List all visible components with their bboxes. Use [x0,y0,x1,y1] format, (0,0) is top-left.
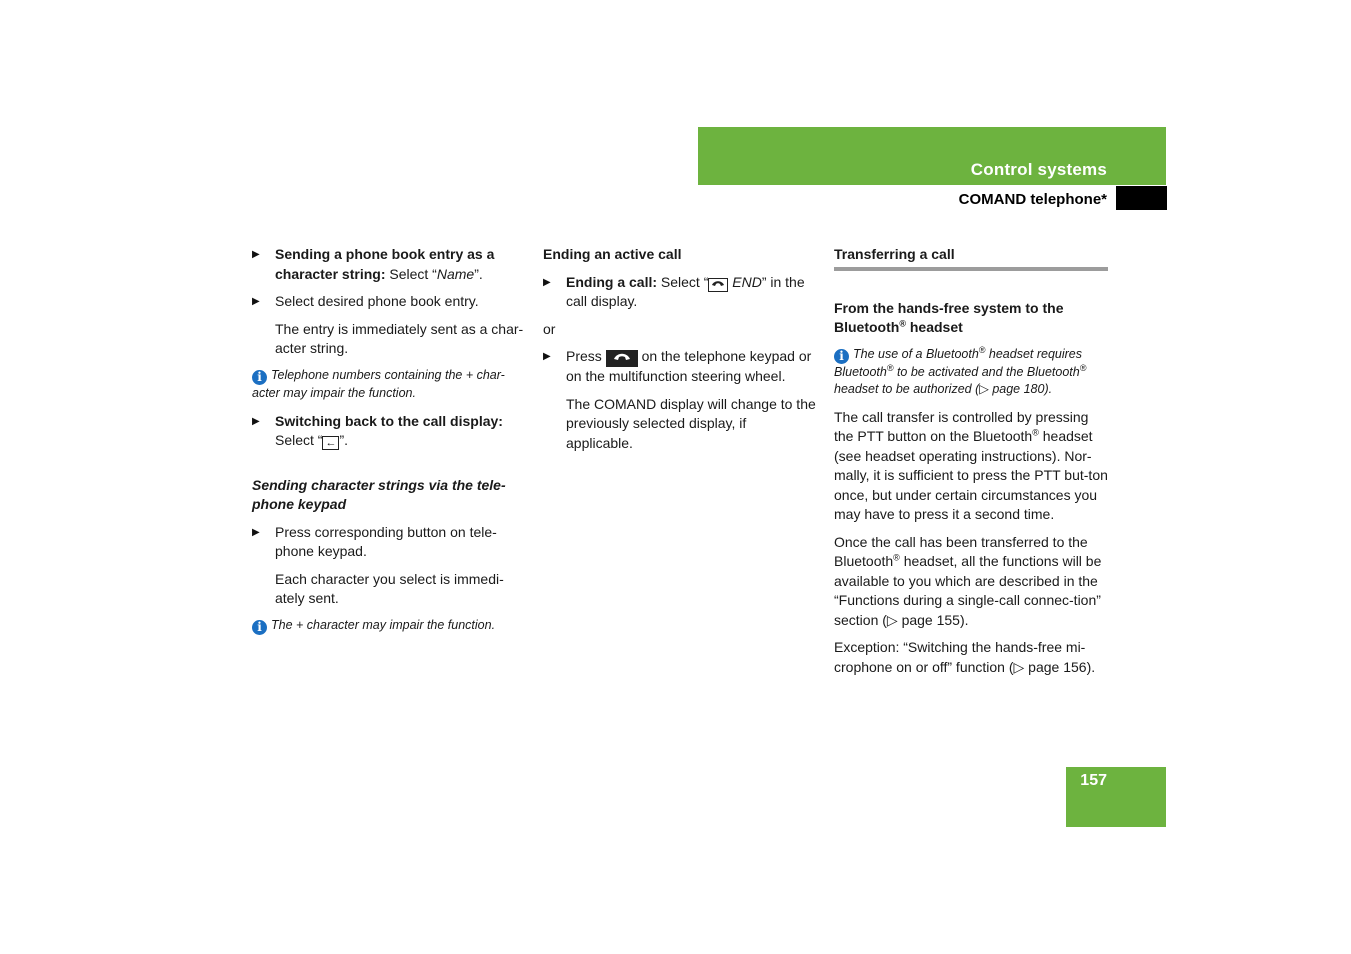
bullet-arrow-icon: ▶ [252,526,260,538]
hang-up-icon [708,278,728,292]
info-note: i Telephone numbers containing the + char-acter may impair the function. [252,367,505,400]
subsection-title: COMAND telephone* [958,191,1107,208]
subheading-keypad: Sending character strings via the tele-phone keypad [252,476,506,512]
paragraph-transferred: Once the call has been transferred to the Bluetooth® headset, all the functions will be available to you which are described in the “Functions during a single-call connec-tion” section (▷ page 155). [834,533,1102,628]
step-press-hangup: ▶ Press on the telephone keypad or on the multifunction steering wheel. [543,348,812,384]
info-icon: i [252,370,267,385]
bullet-arrow-icon: ▶ [543,351,551,362]
bullet-arrow-icon: ▶ [543,276,551,288]
step-send-phonebook-entry: ▶ Sending a phone book entry as a character string: Select “Name”. [252,246,495,282]
step-result: The COMAND display will change to the previously selected display, if applicable. [566,395,816,451]
step-press-keypad: ▶ Press corresponding button on tele-phone keypad. [252,523,497,559]
info-note: i The + character may impair the function. [252,617,528,635]
heading-transferring-call: Transferring a call [834,245,1108,271]
paragraph-exception: Exception: “Switching the hands-free mi-crophone on or off” function (▷ page 156). [834,639,1096,675]
section-title: Control systems [970,160,1107,179]
bullet-arrow-icon: ▶ [252,415,260,427]
step-select-entry: ▶ Select desired phone book entry. [252,292,528,312]
bullet-arrow-icon: ▶ [252,296,260,307]
hang-up-button-icon [606,350,638,367]
step-switch-back: ▶ Switching back to the call display: Select “ ← ”. [252,412,503,449]
bullet-arrow-icon: ▶ [252,249,260,260]
step-end-call: ▶ Ending a call: Select “ END” in the call display. [543,273,805,309]
subheading-bluetooth: From the hands-free system to the Bluetooth® headset [834,299,1064,335]
info-note: i The use of a Bluetooth® headset requires Bluetooth® to be activated and the Bluetooth® headset to be authorized (▷ page 180). [834,344,1087,396]
back-arrow-icon: ← [322,436,339,450]
step-result: The entry is immediately sent as a char-acter string. [275,320,524,356]
paragraph-ptt: The call transfer is controlled by pressing the PTT button on the Bluetooth® headset (see headset operating instructions). Nor-mally, it is sufficient to press the PTT but-ton once, but under certain circumstances you may have to press it a second time. [834,408,1108,522]
or-text: or [543,320,556,337]
step-result: Each character you select is immedi-ately sent. [275,570,504,606]
info-icon: i [252,620,267,635]
page-number: 157 [1080,772,1107,789]
info-icon: i [834,349,849,364]
heading-ending-call: Ending an active call [543,246,682,262]
column-right [834,245,1108,685]
column-middle [543,245,817,461]
subsection-marker [1116,186,1167,210]
column-left [252,245,528,645]
